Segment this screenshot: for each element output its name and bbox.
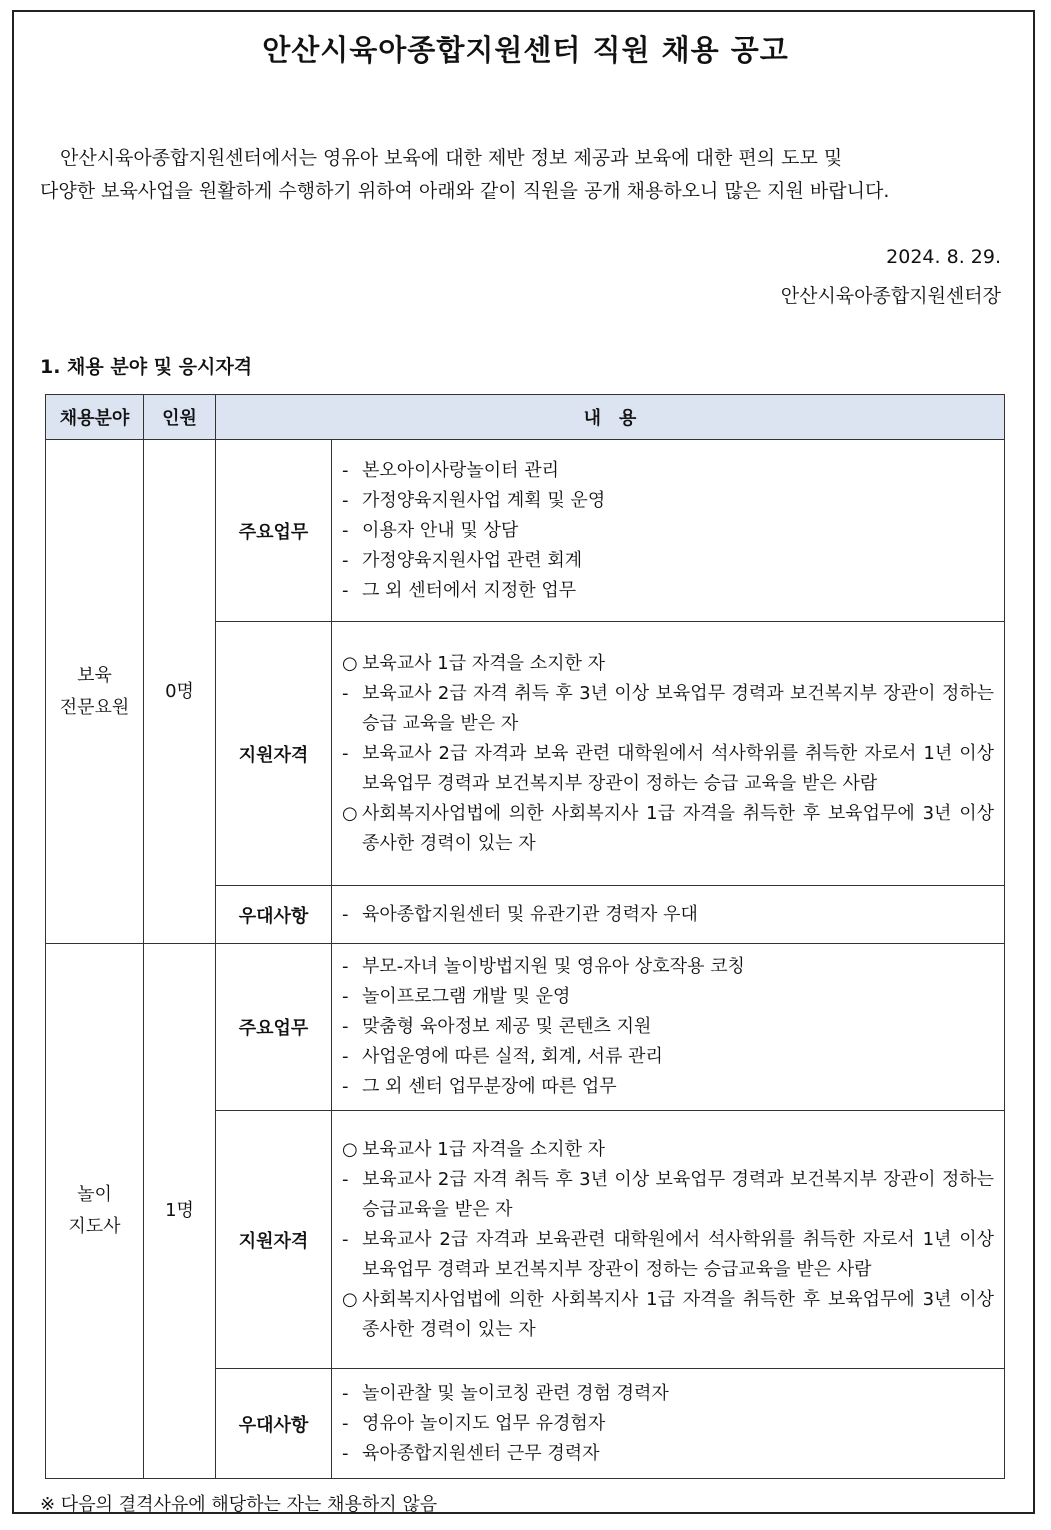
- label-duties: 주요업무: [216, 944, 332, 1111]
- field-line: 보육: [77, 664, 112, 686]
- preferences-list: [332, 886, 1005, 944]
- field-line: 전문요원: [59, 696, 130, 718]
- table-row: [46, 944, 1005, 1111]
- duties-list: [332, 944, 1005, 1111]
- list-item: - 부모-자녀 놀이방법지원 및 영유아 상호작용 코칭: [342, 956, 745, 977]
- intro-line-1: 안산시육아종합지원센터에서는 영유아 보육에 대한 제반 정보 제공과 보육에 대한 편의 도모 및: [60, 147, 843, 169]
- list-item: - 육아종합지원센터 근무 경력자: [342, 1442, 600, 1464]
- list-item: ○ 사회복지사업법에 의한 사회복지사 1급 자격을 취득한 후 보육업무에 3년 이상 종사한 경력이 있는 자: [342, 1288, 994, 1340]
- count-cell: 0명: [144, 440, 216, 944]
- list-item: - 가정양육지원사업 계획 및 운영: [342, 489, 606, 511]
- intro-paragraph: [40, 142, 1000, 208]
- list-item: - 보육교사 2급 자격과 보육관련 대학원에서 석사학위를 취득한 자로서 1년 이상 보육업무 경력과 보건복지부 장관이 정하는 승급교육을 받은 사람: [342, 1228, 994, 1280]
- field-cell: [46, 440, 144, 944]
- list-item: - 맞춤형 육아정보 제공 및 콘텐츠 지원: [342, 1016, 652, 1037]
- duties-list: [332, 440, 1005, 622]
- field-line: 지도사: [68, 1216, 121, 1237]
- field-line: 놀이: [77, 1184, 112, 1205]
- list-item: - 놀이프로그램 개발 및 운영: [342, 986, 571, 1007]
- header-content: 내 용: [216, 395, 1005, 440]
- section-title: 1. 채용 분야 및 응시자격: [40, 356, 253, 378]
- label-preferences: 우대사항: [216, 886, 332, 944]
- signer: 안산시육아종합지원센터장: [780, 285, 1001, 307]
- list-item: - 그 외 센터 업무분장에 따른 업무: [342, 1076, 617, 1097]
- list-item: - 보육교사 2급 자격과 보육 관련 대학원에서 석사학위를 취득한 자로서 1년 이상 보육업무 경력과 보건복지부 장관이 정하는 승급 교육을 받은 사람: [342, 742, 994, 794]
- list-item: ○ 사회복지사업법에 의한 사회복지사 1급 자격을 취득한 후 보육업무에 3년 이상 종사한 경력이 있는 자: [342, 802, 994, 854]
- list-item: - 이용자 안내 및 상담: [342, 519, 519, 541]
- list-item: - 그 외 센터에서 지정한 업무: [342, 579, 577, 601]
- field-cell: [46, 944, 144, 1479]
- header-count: 인원: [144, 395, 216, 440]
- label-qualifications: 지원자격: [216, 622, 332, 886]
- list-item: - 사업운영에 따른 실적, 회계, 서류 관리: [342, 1046, 663, 1067]
- page-title: 안산시육아종합지원센터 직원 채용 공고: [262, 33, 789, 67]
- recruitment-table: [45, 394, 1005, 1479]
- preferences-list: [332, 1369, 1005, 1479]
- qualifications-list: [332, 622, 1005, 886]
- label-duties: 주요업무: [216, 440, 332, 622]
- list-item: - 영유아 놀이지도 업무 유경험자: [342, 1412, 606, 1434]
- list-item: - 보육교사 2급 자격 취득 후 3년 이상 보육업무 경력과 보건복지부 장관이 정하는 승급교육을 받은 자: [342, 1168, 994, 1220]
- count-cell: 1명: [144, 944, 216, 1479]
- list-item: - 본오아이사랑놀이터 관리: [342, 459, 559, 481]
- list-item: - 육아종합지원센터 및 유관기관 경력자 우대: [342, 903, 698, 925]
- table-header-row: [46, 395, 1005, 440]
- list-item: ○ 보육교사 1급 자격을 소지한 자: [342, 652, 605, 674]
- announcement-date: 2024. 8. 29.: [886, 246, 1001, 268]
- list-item: - 보육교사 2급 자격 취득 후 3년 이상 보육업무 경력과 보건복지부 장관이 정하는 승급 교육을 받은 자: [342, 682, 994, 734]
- table-row: [46, 440, 1005, 622]
- label-qualifications: 지원자격: [216, 1111, 332, 1369]
- list-item: ○ 보육교사 1급 자격을 소지한 자: [342, 1138, 605, 1160]
- footnote: ※ 다음의 결격사유에 해당하는 자는 채용하지 않음: [40, 1494, 438, 1515]
- intro-line-2: 다양한 보육사업을 원활하게 수행하기 위하여 아래와 같이 직원을 공개 채용하오니 많은 지원 바랍니다.: [40, 180, 890, 202]
- qualifications-list: [332, 1111, 1005, 1369]
- label-preferences: 우대사항: [216, 1369, 332, 1479]
- header-field: 채용분야: [46, 395, 144, 440]
- list-item: - 가정양육지원사업 관련 회계: [342, 549, 583, 571]
- list-item: - 놀이관찰 및 놀이코칭 관련 경험 경력자: [342, 1382, 669, 1404]
